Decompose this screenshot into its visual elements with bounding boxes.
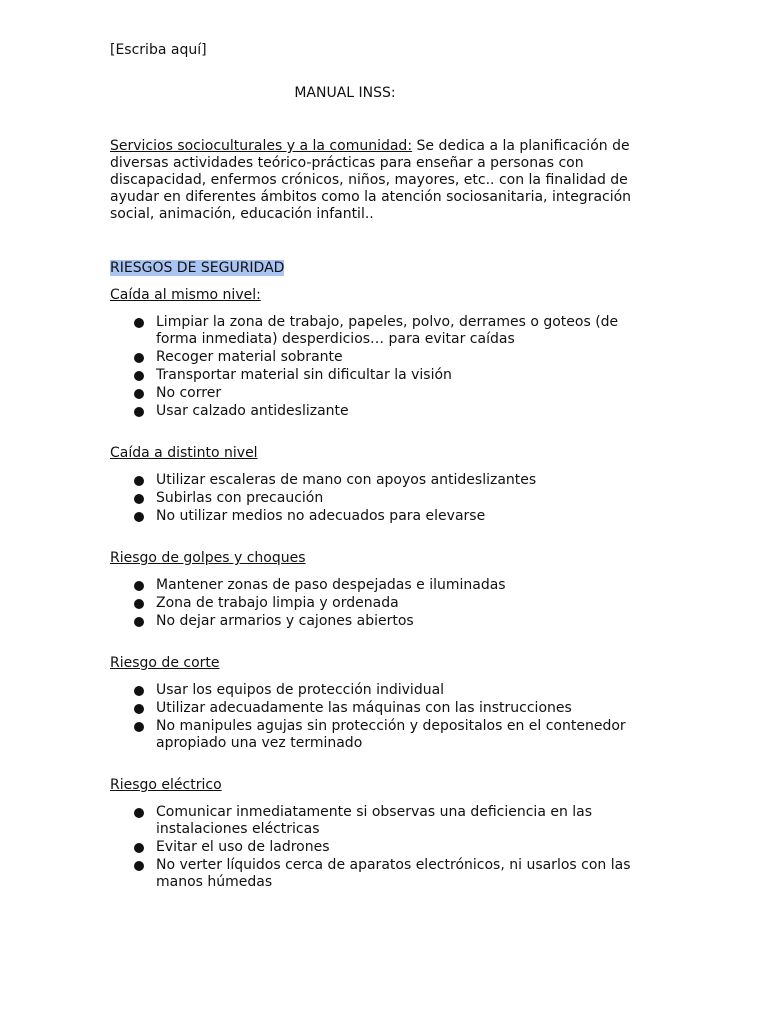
- list-item-text: No utilizar medios no adecuados para elevarse: [156, 508, 486, 524]
- risk-title: Riesgo de corte: [110, 655, 220, 671]
- list-item: [110, 472, 640, 489]
- bullet-icon: [134, 512, 144, 522]
- bullet-icon: [134, 581, 144, 591]
- list-item: [110, 857, 640, 891]
- list-item-text: Mantener zonas de paso despejadas e iluminadas: [156, 577, 506, 593]
- list-item: [110, 595, 640, 612]
- list-item: [110, 718, 640, 752]
- section-heading-text: RIESGOS DE SEGURIDAD: [110, 260, 285, 276]
- risk-title: Riesgo de golpes y choques: [110, 550, 306, 566]
- risk-list: [110, 577, 650, 630]
- list-item: [110, 403, 640, 420]
- bullet-icon: [134, 843, 144, 853]
- list-item: [110, 804, 640, 838]
- list-item: [110, 490, 640, 507]
- list-item: [110, 314, 640, 348]
- bullet-icon: [134, 861, 144, 871]
- list-item-text: Utilizar adecuadamente las máquinas con las instrucciones: [156, 700, 572, 716]
- bullet-icon: [134, 318, 144, 328]
- intro-label: Servicios socioculturales y a la comunidad:: [110, 138, 413, 154]
- document-page: [110, 42, 650, 892]
- bullet-icon: [134, 722, 144, 732]
- header-placeholder[interactable]: [Escriba aquí]: [110, 42, 207, 58]
- bullet-icon: [134, 494, 144, 504]
- bullet-icon: [134, 704, 144, 714]
- risk-list: [110, 472, 650, 525]
- list-item-text: Usar los equipos de protección individual: [156, 682, 445, 698]
- list-item-text: No correr: [156, 385, 222, 401]
- section-heading: [110, 260, 650, 277]
- list-item: [110, 839, 640, 856]
- bullet-icon: [134, 371, 144, 381]
- risk-list: [110, 682, 650, 752]
- bullet-icon: [134, 407, 144, 417]
- bullet-icon: [134, 353, 144, 363]
- risk-title: Riesgo eléctrico: [110, 777, 222, 793]
- list-item-text: Recoger material sobrante: [156, 349, 343, 365]
- list-item-text: Utilizar escaleras de mano con apoyos antideslizantes: [156, 472, 537, 488]
- intro-paragraph: [110, 138, 650, 223]
- list-item-text: No manipules agujas sin protección y depositalos en el contenedor apropiado una vez terminado: [156, 718, 626, 751]
- intro-text: Se dedica a la planificación de diversas actividades teórico-prácticas para enseñar a personas con discapacidad, enfermos crónicos, niños, mayores, etc.. con la finalidad de ayudar en diferentes ámbitos como la atención sociosanitaria, integración social, animación, educación infantil..: [110, 138, 632, 222]
- list-item-text: Subirlas con precaución: [156, 490, 324, 506]
- list-item-text: Zona de trabajo limpia y ordenada: [156, 595, 399, 611]
- bullet-icon: [134, 599, 144, 609]
- list-item-text: Comunicar inmediatamente si observas una deficiencia en las instalaciones eléctricas: [156, 804, 593, 837]
- list-item: [110, 613, 640, 630]
- list-item: [110, 682, 640, 699]
- list-item: [110, 700, 640, 717]
- list-item-text: Limpiar la zona de trabajo, papeles, polvo, derrames o goteos (de forma inmediata) desperdicios… para evitar caídas: [156, 314, 619, 347]
- list-item-text: No verter líquidos cerca de aparatos electrónicos, ni usarlos con las manos húmedas: [156, 857, 631, 890]
- risks-container: [110, 287, 650, 891]
- risk-title: Caída al mismo nivel:: [110, 287, 261, 303]
- risk-list: [110, 314, 650, 420]
- list-item-text: No dejar armarios y cajones abiertos: [156, 613, 414, 629]
- bullet-icon: [134, 686, 144, 696]
- list-item-text: Usar calzado antideslizante: [156, 403, 349, 419]
- list-item-text: Transportar material sin dificultar la visión: [156, 367, 452, 383]
- risk-list: [110, 804, 650, 891]
- document-title: MANUAL INSS:: [294, 85, 396, 101]
- list-item-text: Evitar el uso de ladrones: [156, 839, 330, 855]
- bullet-icon: [134, 389, 144, 399]
- list-item: [110, 577, 640, 594]
- bullet-icon: [134, 476, 144, 486]
- list-item: [110, 367, 640, 384]
- risk-title: Caída a distinto nivel: [110, 445, 258, 461]
- bullet-icon: [134, 808, 144, 818]
- list-item: [110, 508, 640, 525]
- list-item: [110, 385, 640, 402]
- bullet-icon: [134, 617, 144, 627]
- list-item: [110, 349, 640, 366]
